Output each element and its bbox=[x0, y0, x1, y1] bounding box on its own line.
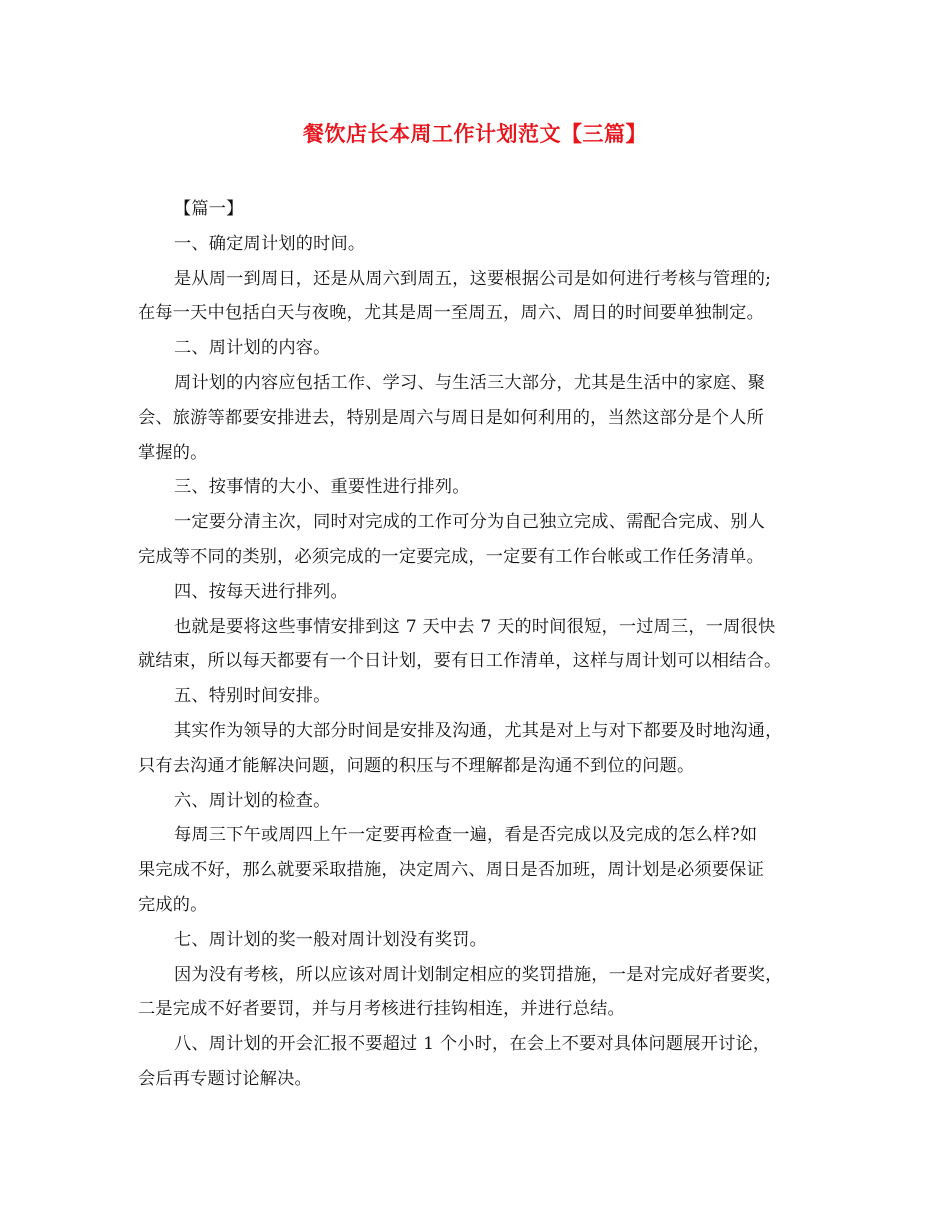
paragraph-line: 一定要分清主次，同时对完成的工作可分为自己独立完成、需配合完成、别人 bbox=[174, 512, 766, 533]
paragraph-line: 因为没有考核，所以应该对周计划制定相应的奖罚措施，一是对完成好者要奖， bbox=[174, 964, 783, 985]
section-heading: 【篇一】 bbox=[174, 199, 244, 219]
item-heading: 二、周计划的内容。 bbox=[174, 338, 331, 359]
paragraph-line: 在每一天中包括白天与夜晚，尤其是周一至周五，周六、周日的时间要单独制定。 bbox=[138, 303, 764, 324]
paragraph-line: 就结束，所以每天都要有一个日计划，要有日工作清单，这样与周计划可以相结合。 bbox=[138, 651, 782, 672]
item-heading: 三、按事情的大小、重要性进行排列。 bbox=[174, 477, 470, 498]
item-heading: 八、周计划的开会汇报不要超过 1 个小时，在会上不要对具体问题展开讨论， bbox=[174, 1034, 771, 1055]
item-heading: 七、周计划的奖一般对周计划没有奖罚。 bbox=[174, 929, 487, 950]
paragraph-line: 只有去沟通才能解决问题，问题的积压与不理解都是沟通不到位的问题。 bbox=[138, 755, 695, 776]
paragraph-line: 也就是要将这些事情安排到这 7 天中去 7 天的时间很短，一过周三，一周很快 bbox=[174, 616, 776, 637]
paragraph-line: 是从周一到周日，还是从周六到周五，这要根据公司是如何进行考核与管理的; bbox=[174, 268, 772, 289]
paragraph-line: 周计划的内容应包括工作、学习、与生活三大部分，尤其是生活中的家庭、聚 bbox=[174, 372, 766, 393]
item-heading: 四、按每天进行排列。 bbox=[174, 581, 348, 602]
item-heading: 六、周计划的检查。 bbox=[174, 790, 331, 811]
document-body bbox=[138, 192, 833, 1097]
document-title: 餐饮店长本周工作计划范文【三篇】 bbox=[303, 121, 647, 146]
paragraph-line: 会、旅游等都要安排进去，特别是周六与周日是如何利用的，当然这部分是个人所 bbox=[138, 407, 764, 428]
paragraph-line: 完成等不同的类别，必须完成的一定要完成，一定要有工作台帐或工作任务清单。 bbox=[138, 546, 764, 567]
paragraph-line: 其实作为领导的大部分时间是安排及沟通，尤其是对上与对下都要及时地沟通， bbox=[174, 720, 783, 741]
paragraph-line: 每周三下午或周四上午一定要再检查一遍，看是否完成以及完成的怎么样?如 bbox=[174, 825, 758, 846]
paragraph-line: 二是完成不好者要罚，并与月考核进行挂钩相连，并进行总结。 bbox=[138, 999, 625, 1020]
paragraph-line: 掌握的。 bbox=[138, 442, 208, 463]
item-heading: 一、确定周计划的时间。 bbox=[174, 233, 366, 254]
item-heading: 五、特别时间安排。 bbox=[174, 686, 331, 707]
paragraph-line: 果完成不好，那么就要采取措施，决定周六、周日是否加班，周计划是必须要保证 bbox=[138, 860, 764, 881]
paragraph-line: 会后再专题讨论解决。 bbox=[138, 1068, 312, 1089]
paragraph-line: 完成的。 bbox=[138, 894, 208, 915]
